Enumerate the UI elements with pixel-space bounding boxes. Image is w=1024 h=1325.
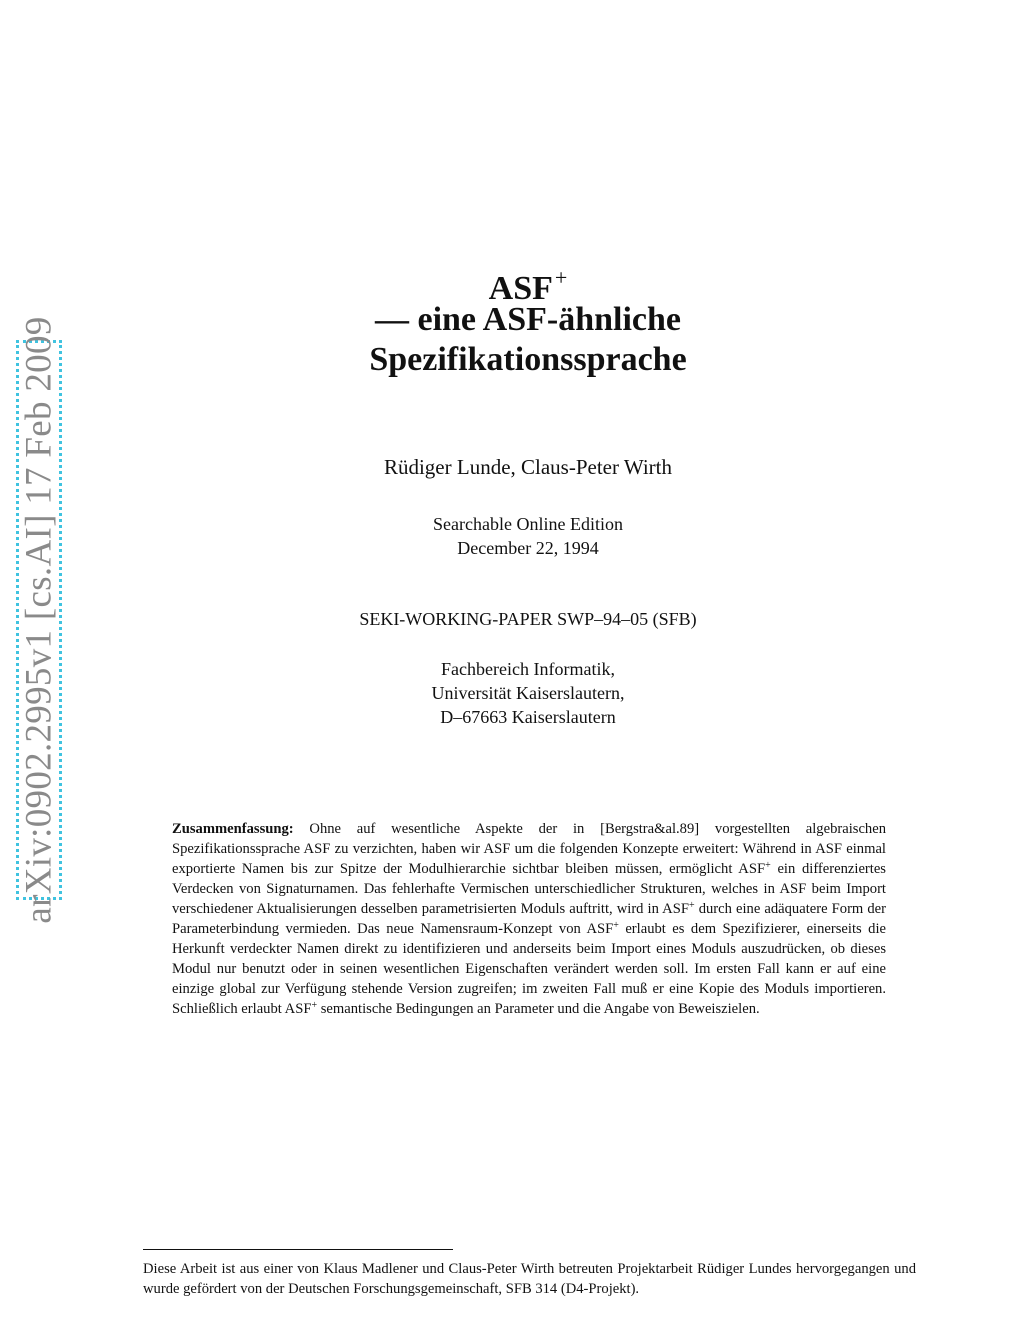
abstract-plus-1: + [765, 860, 771, 871]
abstract-text-2: ein differenziertes Verdecken von Signaturnamen. Das fehlerhafte Vermischen unterschiedlicher Strukturen, welches in ASF beim Import verschiedener Aktualisierungen desselben parametrisierten Moduls auftritt, wird in ASF [172, 861, 886, 917]
footnote-rule [143, 1249, 453, 1250]
title-superscript: + [554, 265, 568, 290]
abstract-text-1: Ohne auf wesentliche Aspekte der in [Bergstra&al.89] vorgestellten algebraischen Spezifikationssprache ASF zu verzichten, haben wir ASF um die folgenden Konzepte erweitert: Während in ASF einmal exportierte Namen bis zur Spitze der Modulhierarchie sichtbar bleiben müssen, ermöglicht ASF [172, 821, 886, 877]
edition-info [0, 512, 1024, 560]
abstract-plus-2: + [688, 900, 695, 911]
title-main-text: ASF [488, 270, 553, 307]
title-subtitle-line1: — eine ASF-ähnliche [374, 301, 682, 338]
abstract-text-3: durch eine adäquatere Form der Parameterbindung vermieden. Das neue Namensraum-Konzept von ASF [172, 901, 887, 937]
edition-date: December 22, 1994 [457, 538, 599, 558]
authors: Rüdiger Lunde, Claus-Peter Wirth [383, 455, 673, 479]
edition-label: Searchable Online Edition [433, 514, 623, 534]
abstract-plus-4: + [311, 1000, 318, 1011]
affiliation-university: Universität Kaiserslautern, [431, 683, 625, 703]
abstract-label: Zusammenfassung: [172, 821, 294, 837]
footnote: Diese Arbeit ist aus einer von Klaus Madlener und Claus-Peter Wirth betreuten Projektarbeit Rüdiger Lundes hervorgegangen und wurde gefördert von der Deutschen Forschungsgemeinschaft, SFB 314 (D4-Projekt). [143, 1261, 916, 1297]
affiliation-department: Fachbereich Informatik, [441, 659, 615, 679]
abstract [172, 819, 886, 1019]
report-number: SEKI-WORKING-PAPER SWP–94–05 (SFB) [359, 609, 697, 629]
abstract-plus-3: + [613, 920, 619, 931]
affiliation [0, 657, 1024, 729]
title-subtitle-line2: Spezifikationssprache [369, 341, 687, 378]
affiliation-city: D–67663 Kaiserslautern [440, 707, 616, 727]
abstract-text-5: semantische Bedingungen an Parameter und die Angabe von Beweiszielen. [317, 1001, 760, 1017]
arxiv-identifier: arXiv:0902.2995v1 [cs.AI] 17 Feb 2009 [18, 316, 60, 924]
abstract-text-4: erlaubt es dem Spezifizierer, einerseits die Herkunft verdeckter Namen direkt zu identifizieren und anderseits beim Import eines Moduls auszudrücken, ob dieses Modul nur benutzt oder in seinen wesentlichen Eigenschaften verändert werden soll. Im ersten Fall kann er auf eine einzige global zur Verfügung stehende Version zugreifen; im zweiten Fall muß er eine Kopie des Moduls importieren. Schließlich erlaubt ASF [172, 921, 886, 1017]
